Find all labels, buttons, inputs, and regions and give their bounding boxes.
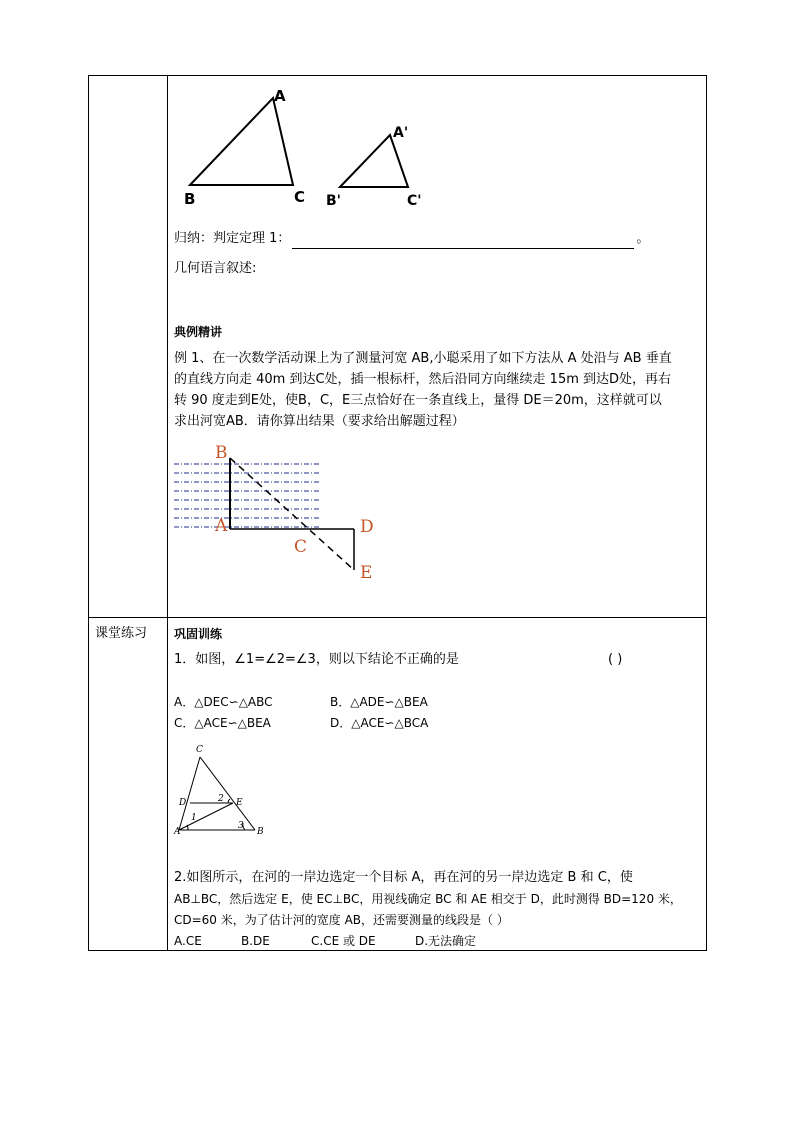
q1-option-b: B．△ADE∽△BEA: [330, 695, 428, 709]
example-line-4: 求出河宽AB．请你算出结果（要求给出解题过程）: [174, 414, 465, 429]
question-1-text: 1．如图，∠1=∠2=∠3，则以下结论不正确的是: [174, 652, 459, 667]
river-label-e: E: [360, 563, 373, 583]
summary-suffix: 。: [636, 231, 650, 246]
fig-angle-2: 2: [218, 794, 224, 804]
example-line-2: 的直线方向走 40m 到达C处，插一根标杆，然后沿同方向继续走 15m 到达D处，再右: [174, 372, 672, 387]
q2-option-c: C.CE 或 DE: [311, 934, 376, 948]
q2-option-d: D.无法确定: [415, 934, 477, 948]
table-right-border: [706, 75, 707, 951]
question-2-line-2: AB⊥BC，然后选定 E，使 EC⊥BC，用视线确定 BC 和 AE 相交于 D，此时测得 BD=120 米，: [174, 892, 682, 906]
sight-line-be: [230, 458, 354, 570]
question-2-line-3: CD=60 米，为了估计河的宽度 AB，还需要测量的线段是（ ）: [174, 913, 509, 927]
table-column-divider: [167, 75, 168, 951]
label-b: B: [184, 190, 196, 208]
example-line-1: 例 1、在一次数学活动课上为了测量河宽 AB,小聪采用了如下方法从 A 处沿与 AB 垂直: [174, 351, 672, 366]
row-label-class-practice: 课堂练习: [95, 626, 148, 641]
fig-label-d: D: [179, 798, 187, 808]
theorem-blank: [292, 234, 634, 249]
example-line-3: 转 90 度走到E处，使B，C，E三点恰好在一条直线上，量得 DE＝20m，这样就可以: [174, 393, 662, 408]
label-c: C: [294, 188, 306, 206]
label-b-prime: B': [326, 193, 341, 209]
practice-section-title: 巩固训练: [174, 627, 223, 641]
river-label-b: B: [215, 443, 228, 463]
q2-option-b: B.DE: [241, 934, 270, 948]
label-a-prime: A': [393, 125, 409, 141]
summary-prefix: 归纳：判定定理 1：: [174, 231, 291, 246]
fig-angle-1: 1: [191, 813, 197, 823]
table-left-border: [88, 75, 89, 951]
river-label-d: D: [360, 517, 374, 537]
table-top-border: [88, 75, 707, 76]
fig-label-c: C: [196, 745, 203, 755]
label-a: A: [274, 87, 286, 105]
river-label-a: A: [215, 516, 228, 536]
triangle-abc: [190, 98, 293, 185]
fig-label-e: E: [236, 798, 243, 808]
summary-line: [174, 229, 649, 249]
label-c-prime: C': [407, 193, 422, 209]
question-1-answer-paren: ( ): [608, 652, 623, 667]
table-row-divider: [88, 617, 707, 618]
fig-angle-3: 3: [238, 821, 244, 831]
fig-label-a: A: [174, 827, 181, 837]
river-label-c: C: [294, 537, 308, 557]
example-section-title: 典例精讲: [174, 325, 223, 339]
q1-option-c: C．△ACE∽△BEA: [174, 716, 271, 730]
question-2-line-1: 2.如图所示，在河的一岸边选定一个目标 A，再在河的另一岸边选定 B 和 C，使: [174, 870, 633, 885]
q2-option-a: A.CE: [174, 934, 202, 948]
river-lines: [174, 464, 320, 527]
q1-option-a: A．△DEC∽△ABC: [174, 695, 273, 709]
fig-label-b: B: [257, 827, 264, 837]
q1-option-d: D．△ACE∽△BCA: [330, 716, 429, 730]
river-width-figure: [170, 440, 390, 590]
geometry-language-label: 几何语言叙述:: [174, 261, 257, 276]
